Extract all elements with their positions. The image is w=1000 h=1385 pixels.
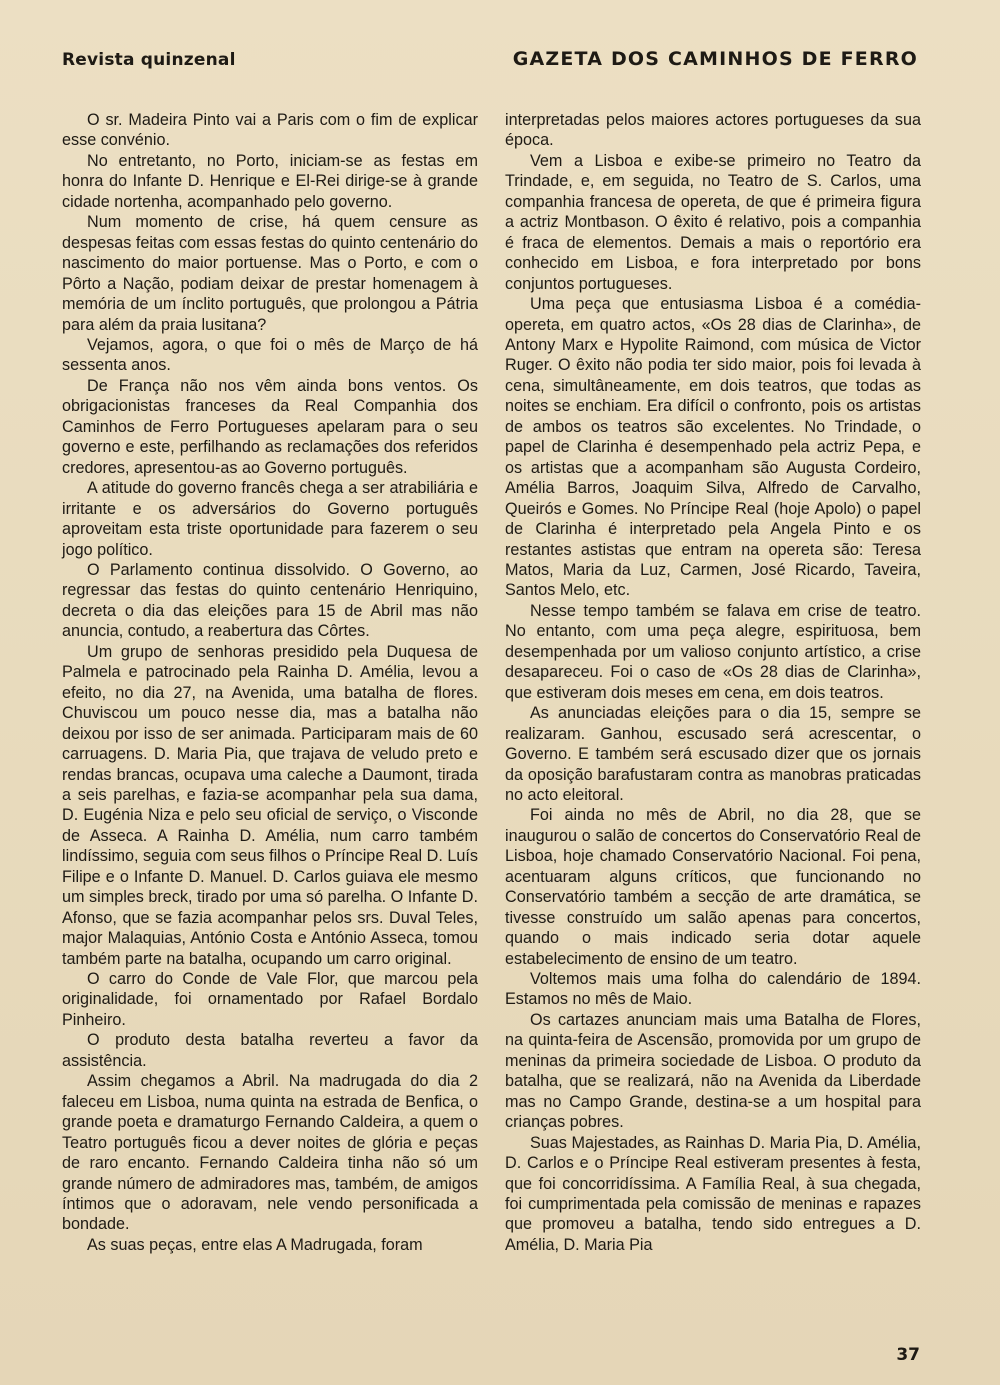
paragraph: Voltemos mais uma folha do calendário de 1894. Estamos no mês de Maio.: [505, 970, 921, 1009]
paragraph: interpretadas pelos maiores actores portugueses da sua época.: [505, 111, 921, 150]
paragraph: Suas Majestades, as Rainhas D. Maria Pia, D. Amélia, D. Carlos e o Príncipe Real estiveram presentes à festa, que foi concorridíssima. A Família Real, à sua chegada, foi cumprimentada pela comissão de meninas e rapazes que promoveu a batalha, tendo sido entregues a D. Amélia, D. Maria Pia: [505, 1133, 921, 1254]
paragraph: A atitude do governo francês chega a ser atrabiliária e irritante e os adversários do Governo português aproveitam esta triste oportunidade para fazerem o seu jogo político.: [62, 479, 478, 559]
paragraph: O produto desta batalha reverteu a favor da assistência.: [62, 1031, 478, 1070]
paragraph: No entretanto, no Porto, iniciam-se as festas em honra do Infante D. Henrique e El-Rei dirige-se à grande cidade nortenha, acompanhado pelo governo.: [62, 151, 478, 211]
paragraph: Foi ainda no mês de Abril, no dia 28, que se inaugurou o salão de concertos do Conservatório Real de Lisboa, hoje chamado Conservatório Nacional. Foi pena, acentuaram alguns críticos, que funcionando no Conservatório também a secção de arte dramática, se tivesse construído um salão apenas para concertos, quando o mais indicado seria dotar aquele estabelecimento de ensino de um teatro.: [505, 806, 921, 968]
paragraph: De França não nos vêm ainda bons ventos. Os obrigacionistas franceses da Real Companhia dos Caminhos de Ferro Portugueses apelaram para o seu governo e este, perfilhando as reclamações dos referidos credores, apresentou-as ao Governo português.: [62, 376, 478, 477]
paragraph: O Parlamento continua dissolvido. O Governo, ao regressar das festas do quinto centenário Henriquino, decreta o dia das eleições para 15 de Abril mas não anuncia, contudo, a reabertura das Côrtes.: [62, 560, 478, 641]
header-right: GAZETA DOS CAMINHOS DE FERRO: [512, 48, 918, 70]
paragraph: Vejamos, agora, o que foi o mês de Março de há sessenta anos.: [62, 335, 478, 375]
running-header: [62, 48, 918, 78]
paragraph: O carro do Conde de Vale Flor, que marcou pela originalidade, foi ornamentado por Rafael Bordalo Pinheiro.: [62, 970, 478, 1029]
left-column: [62, 110, 478, 1255]
page-number: 37: [896, 1345, 920, 1365]
paragraph: Assim chegamos a Abril. Na madrugada do dia 2 faleceu em Lisboa, numa quinta na estrada de Benfica, o grande poeta e dramaturgo Fernando Caldeira, a quem o Teatro português ficou a dever noites de glória e peças de raro encanto. Fernando Caldeira tinha não só um grande número de admiradores mas, também, de amigos íntimos que o adoravam, nele vendo personificada a bondade.: [62, 1072, 478, 1234]
right-column: [505, 110, 921, 1255]
paragraph: Os cartazes anunciam mais uma Batalha de Flores, na quinta-feira de Ascensão, promovida por um grupo de meninas da primeira sociedade de Lisboa. O produto da batalha, que se realizará, não na Avenida da Liberdade mas no Campo Grande, destina-se a um hospital para crianças pobres.: [505, 1010, 921, 1132]
header-left: Revista quinzenal: [62, 50, 236, 70]
paragraph: O sr. Madeira Pinto vai a Paris com o fim de explicar esse convénio.: [62, 111, 478, 150]
paragraph: Uma peça que entusiasma Lisboa é a comédia-opereta, em quatro actos, «Os 28 dias de Clarinha», de Antony Marx e Hypolite Raimond, com música de Victor Ruger. O êxito não podia ter sido maior, pois foi levada à cena, simultâneamente, em dois teatros, que todas as noites se enchiam. Era difícil o confronto, pois os artistas de ambos os teatros são excelentes. No Trindade, o papel de Clarinha é desempenhado pela actriz Pepa, e os artistas que a acompanham são Augusta Cordeiro, Amélia Barros, Joaquim Silva, Alfredo de Carvalho, Queirós e Gomes. No Príncipe Real (hoje Apolo) o papel de Clarinha é interpretado pela Angela Pinto e os restantes astistas que entram na opereta são: Teresa Matos, Maria da Luz, Carmen, José Ricardo, Taveira, Santos Melo, etc.: [505, 295, 921, 600]
paragraph: Um grupo de senhoras presidido pela Duquesa de Palmela e patrocinado pela Rainha D. Amélia, levou a efeito, no dia 27, na Avenida, uma batalha de flores. Chuviscou um pouco nesse dia, mas a batalha não deixou por isso de ser animada. Participaram mais de 60 carruagens. D. Maria Pia, que trajava de veludo preto e rendas brancas, ocupava uma caleche a Daumont, tirada a seis parelhas, e fazia-se acompanhar pela sua dama, D. Eugénia Niza e pelo seu oficial de serviço, o Visconde de Asseca. A Rainha D. Amélia, num carro também lindíssimo, seguia com seus filhos o Príncipe Real D. Luís Filipe e o Infante D. Manuel. D. Carlos guiava ele mesmo um simples breck, tirado por uma só parelha. O Infante D. Afonso, que se fazia acompanhar pelos srs. Duval Teles, major Malaquias, António Costa e António Asseca, tomou também parte na batalha, ocupando um carro original.: [62, 642, 478, 968]
paragraph: Num momento de crise, há quem censure as despesas feitas com essas festas do quinto centenário do nascimento do maior portuense. Mas o Porto, e com o Pôrto a Nação, podiam deixar de prestar homenagem à memória de um ínclito português, que prolongou a Pátria para além da praia lusitana?: [62, 213, 478, 334]
paragraph: Nesse tempo também se falava em crise de teatro. No entanto, com uma peça alegre, espirituosa, bem desempenhada por um valioso conjunto artístico, a crise desapareceu. Foi o caso de «Os 28 dias de Clarinha», que estiveram dois meses em cena, em dois teatros.: [505, 601, 921, 702]
paragraph: As suas peças, entre elas A Madrugada, foram: [87, 1235, 423, 1254]
paragraph: Vem a Lisboa e exibe-se primeiro no Teatro da Trindade, e, em seguida, no Teatro de S. Carlos, uma companhia francesa de opereta, de que é primeira figura a actriz Montbason. O êxito é relativo, pois a companhia é fraca de elementos. Demais a mais o reportório era conhecido em Lisboa, e fora interpretado por bons conjuntos portugueses.: [505, 151, 921, 293]
paragraph: As anunciadas eleições para o dia 15, sempre se realizaram. Ganhou, escusado será acrescentar, o Governo. E também será escusado dizer que os jornais da oposição barafustaram contra as manobras praticadas no acto eleitoral.: [505, 704, 921, 804]
